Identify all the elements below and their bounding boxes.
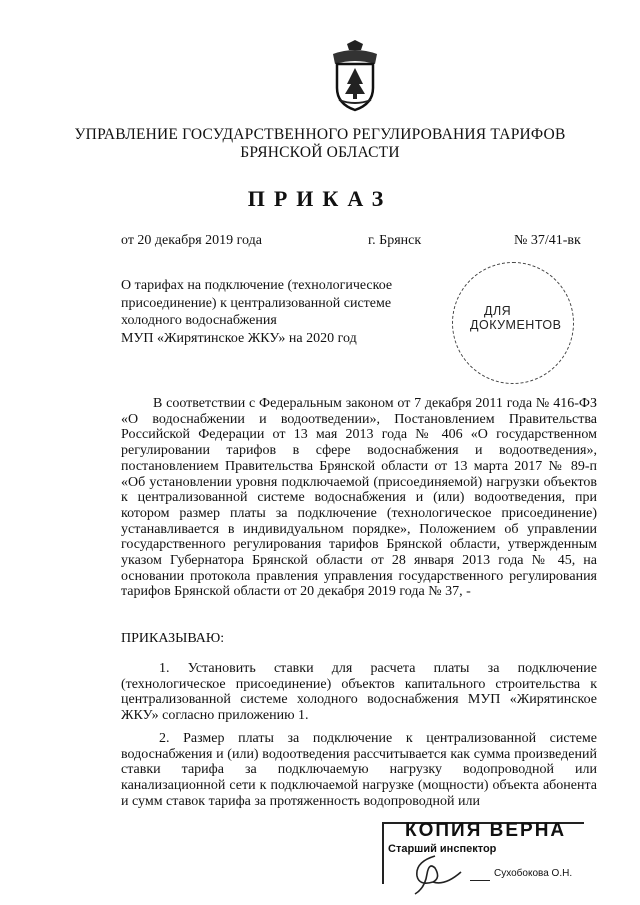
stamp-text-line2: ДОКУМЕНТОВ	[470, 318, 562, 332]
subject-line: О тарифах на подключение (технологическое	[121, 278, 393, 293]
signature-line	[470, 880, 490, 881]
stamp-text-line1: ДЛЯ	[484, 304, 512, 318]
order-number: № 37/41-вк	[514, 233, 581, 248]
order-item-1: 1. Установить ставки для расчета платы за подключение (технологическое присоединение) объектов капитального строительства к централизованной системе холодного водоснабжения МУП «Жирятинское ЖКУ» согласно приложению 1.	[121, 661, 597, 724]
copy-stamp-name: Сухобокова О.Н.	[494, 868, 573, 879]
subject-line: присоединение) к централизованной системе	[121, 295, 392, 311]
order-item-2: 2. Размер платы за подключение к централизованной системе водоснабжения и (или) водоотведения рассчитывается как сумма произведений ставки тарифа за подключаемую нагрузку водопроводной или канализационной сети к подключаемой нагрузке (мощности) объекта абонента и сумм ставок тарифа за протяженность водопроводной или	[121, 731, 597, 809]
subject-line: холодного водоснабжения	[121, 313, 277, 328]
preamble-paragraph: В соответствии с Федеральным законом от 7 декабря 2011 года № 416-ФЗ «О водоснабжении и водоотведении», Постановлением Правительства Российской Федерации от 13 мая 2013 года № 406 «О государственном регулировании тарифов в сфере водоснабжения и водоотведения», постановлением Правительства Брянской области от 13 марта 2017 № 89-п «Об установлении уровня подключаемой (присоединяемой) нагрузки объектов к централизованной системе водоснабжения и (или) водоотведения, при котором размер платы за подключение (технологическое присоединение) устанавливается в индивидуальном порядке», Положением об управлении государственного регулирования тарифов Брянской области, утвержденным указом Губернатора Брянской области от 28 января 2013 года № 45, на основании протокола правления управления государственного регулирования тарифов Брянской области от 20 декабря 2019 года № 37, -	[121, 396, 597, 600]
order-subject	[121, 277, 441, 347]
coat-of-arms-emblem	[325, 40, 385, 112]
order-date: от 20 декабря 2019 года	[121, 233, 262, 248]
handwritten-signature	[405, 852, 465, 897]
subject-line: МУП «Жирятинское ЖКУ» на 2020 год	[121, 330, 357, 346]
order-city: г. Брянск	[368, 233, 422, 248]
document-title: ПРИКАЗ	[247, 186, 393, 211]
organization-name-line2: БРЯНСКОЙ ОБЛАСТИ	[240, 144, 400, 161]
order-word: ПРИКАЗЫВАЮ:	[121, 631, 225, 646]
organization-name-line1: УПРАВЛЕНИЕ ГОСУДАРСТВЕННОГО РЕГУЛИРОВАНИЯ ТАРИФОВ	[74, 126, 566, 143]
copy-stamp-title: КОПИЯ ВЕРНА	[405, 820, 567, 841]
copy-stamp-role: Старший инспектор	[388, 843, 497, 855]
